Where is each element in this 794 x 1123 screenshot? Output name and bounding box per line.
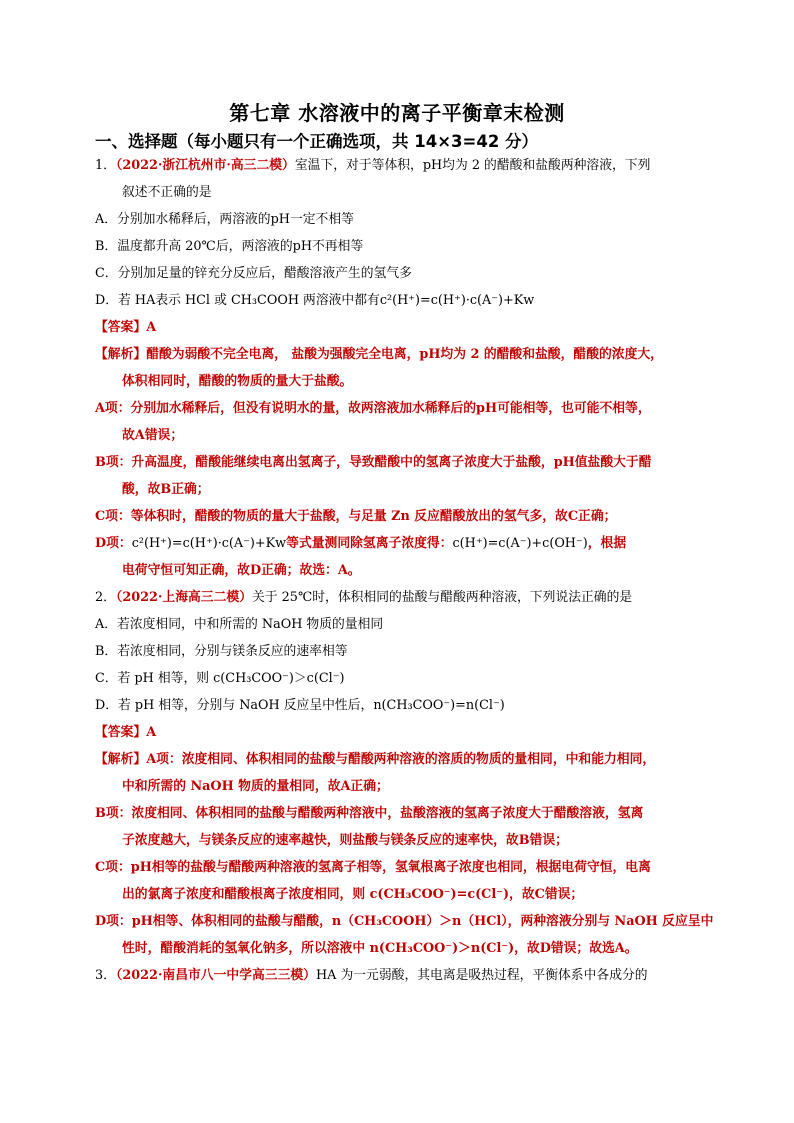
q1-analysis-d-formula-2: c(H⁺)=c(A⁻)+c(OH⁻): [452, 536, 588, 551]
q1-analysis: [95, 341, 707, 368]
q1-source: （2022·浙江杭州市·高三二模）: [115, 158, 295, 173]
q2-stem: 关于 25℃时，体积相同的盐酸与醋酸两种溶液，下列说法正确的是: [252, 590, 633, 605]
q1-option-c: C．分别加足量的锌充分反应后，醋酸溶液产生的氢气多: [95, 266, 412, 281]
q1-analysis-c: C项：等体积时，醋酸的物质的量大于盐酸，与足量 Zn 反应醋酸放出的氢气多，故C正确；: [95, 509, 617, 524]
q2-analysis-a-1: A项：浓度相同、体积相同的盐酸与醋酸两种溶液的溶质的物质的量相同，中和能力相同，: [146, 752, 656, 767]
q2-option-d: D．若 pH 相等，分别与 NaOH 反应呈中性后，n(CH₃COO⁻)=n(Cl⁻): [95, 698, 505, 713]
q1-stem-line: [95, 152, 707, 179]
q2-option-a: A．若浓度相同，中和所需的 NaOH 物质的量相同: [95, 617, 384, 632]
q2-option-c: C．若 pH 相等，则 c(CH₃COO⁻)＞c(Cl⁻): [95, 671, 345, 686]
q1-analysis-d-1: [95, 530, 707, 557]
q1-option-b: B．温度都升高 20℃后，两溶液的pH不再相等: [95, 239, 364, 254]
q1-analysis-d-end: ，根据: [587, 536, 627, 551]
q2-answer-value: A: [146, 725, 157, 740]
q1-analysis-d-prefix: D项：: [95, 536, 132, 551]
q2-source: （2022·上海高三二模）: [115, 590, 252, 605]
q1-option-a: A．分别加水稀释后，两溶液的pH一定不相等: [95, 212, 354, 227]
page-title: 第七章 水溶液中的离子平衡章末检测: [229, 101, 565, 125]
answer-tag: 【答案】: [95, 725, 147, 740]
q1-analysis-text-1: 醋酸为弱酸不完全电离， 盐酸为强酸完全电离，pH均为 2 的醋酸和盐酸，醋酸的浓度大，: [146, 347, 663, 362]
answer-tag: 【答案】: [95, 320, 147, 335]
question-content: [95, 152, 714, 989]
q1-analysis-d-mid: 等式量测同除氢离子浓度得：: [286, 536, 453, 551]
q3-stem: HA 为一元弱酸，其电离是吸热过程，平衡体系中各成分的: [315, 968, 648, 983]
q2-analysis-d-2: 性时，醋酸消耗的氢氧化钠多，所以溶液中 n(CH₃COO⁻)＞n(Cl⁻)，故D错误；故选A。: [122, 941, 638, 956]
analysis-tag: 【解析】: [95, 752, 147, 767]
q2-analysis: [95, 746, 707, 773]
q1-analysis-text-2: 体积相同时，醋酸的物质的量大于盐酸。: [122, 374, 353, 389]
q1-stem: 室温下，对于等体积，pH均为 2 的醋酸和盐酸两种溶液，下列: [294, 158, 651, 173]
q1-analysis-b-1: B项：升高温度，醋酸能继续电离出氢离子，导致醋酸中的氢离子浓度大于盐酸，pH值盐酸大于醋: [95, 455, 652, 470]
q2-analysis-b-2: 子浓度越大，与镁条反应的速率越快，则盐酸与镁条反应的速率快，故B错误；: [122, 833, 568, 848]
q3-stem-line: [95, 962, 707, 989]
q1-answer-value: A: [146, 320, 157, 335]
q2-analysis-b-1: B项：浓度相同、体积相同的盐酸与醋酸两种溶液中，盐酸溶液的氢离子浓度大于醋酸溶液，氢离: [95, 806, 644, 821]
q1-analysis-d-2: 电荷守恒可知正确，故D正确；故选：A。: [122, 563, 361, 578]
q2-stem-line: [95, 584, 707, 611]
q1-stem-line-2: 叙述不正确的是: [122, 185, 212, 200]
q1-answer: [95, 314, 707, 341]
q2-analysis-a-2: 中和所需的 NaOH 物质的量相同，故A正确；: [122, 779, 389, 794]
q3-source: （2022·南昌市八一中学高三三模）: [115, 968, 316, 983]
q1-analysis-d-formula-1: c²(H⁺)=c(H⁺)·c(A⁻)+Kw: [131, 536, 287, 551]
q1-option-d-formula: c²(H⁺)=c(H⁺)·c(A⁻)+Kw: [379, 293, 535, 308]
q1-analysis-b-2: 酸，故B正确；: [122, 482, 210, 497]
q2-number: 2．: [95, 590, 116, 605]
q2-option-b: B．若浓度相同，分别与镁条反应的速率相等: [95, 644, 348, 659]
q1-option-d: [95, 287, 707, 314]
q2-answer: [95, 719, 707, 746]
q1-number: 1．: [95, 158, 116, 173]
q1-option-d-text: D．若 HA表示 HCl 或 CH₃COOH 两溶液中都有: [95, 293, 380, 308]
q1-analysis-a-2: 故A错误；: [122, 428, 184, 443]
section-heading: 一、选择题（每小题只有一个正确选项，共 14×3=42 分）: [95, 132, 539, 151]
q2-analysis-d-1: D项：pH相等、体积相同的盐酸与醋酸，n（CH₃COOH）＞n（HCl），两种溶液分别与 NaOH 反应呈中: [95, 914, 714, 929]
q2-analysis-c-1: C项：pH相等的盐酸与醋酸两种溶液的氢离子相等，氢氧根离子浓度也相同，根据电荷守恒，电离: [95, 860, 651, 875]
q1-analysis-a-1: A项：分别加水稀释后，但没有说明水的量，故两溶液加水稀释后的pH可能相等，也可能不相等，: [95, 401, 651, 416]
q2-analysis-c-2: 出的氯离子浓度和醋酸根离子浓度相同，则 c(CH₃COO⁻)=c(Cl⁻)，故C错误；: [122, 887, 584, 902]
q3-number: 3．: [95, 968, 116, 983]
analysis-tag: 【解析】: [95, 347, 147, 362]
